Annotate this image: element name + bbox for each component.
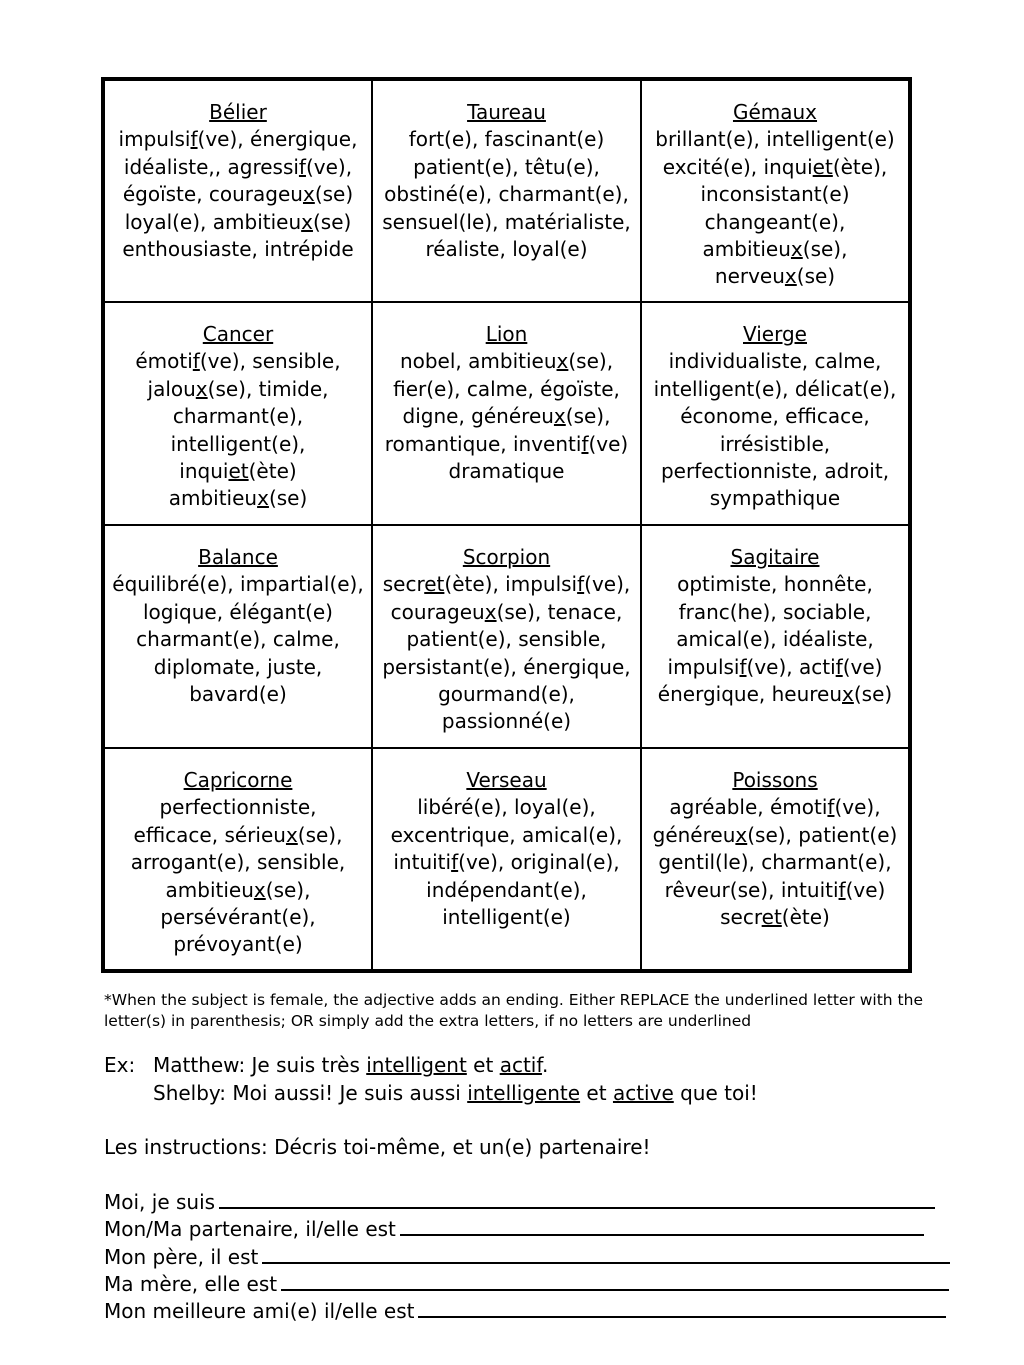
underlined-ending: x (302, 182, 315, 207)
sign-cell-sagitaire (641, 525, 910, 748)
underlined-ending: f (192, 349, 200, 374)
adjective-line (105, 181, 371, 208)
sign-cell-belier (103, 79, 372, 302)
zodiac-table-body (103, 79, 910, 971)
adjective-line (642, 154, 908, 181)
text-segment: (ve), (834, 795, 881, 820)
adjective-line (105, 458, 371, 485)
underlined-ending: x (285, 822, 298, 847)
adjective-line (642, 431, 908, 458)
text-segment: (se) (312, 209, 352, 234)
text-segment: arrogant(e), sensible, (130, 850, 346, 875)
adjective-line (373, 849, 640, 876)
text-segment: (se), patient(e) (747, 822, 898, 847)
adjective-line (642, 681, 908, 708)
text-segment: ambitieu (165, 877, 254, 902)
adjective-line (105, 599, 371, 626)
adjective-line (373, 126, 640, 153)
example-line-text (153, 1053, 548, 1077)
sign-name: Lion (485, 322, 528, 346)
adjective-line (373, 209, 640, 236)
adjective-line (105, 877, 371, 904)
text-segment: loyal(e), ambitieu (124, 209, 302, 234)
underlined-ending: x (790, 237, 803, 262)
text-segment: économe, efficace, (680, 404, 870, 429)
text-segment: excité(e), inqui (662, 154, 813, 179)
underlined-ending: x (257, 486, 269, 511)
text-segment: Matthew: Je suis très (153, 1053, 367, 1077)
adjective-line (642, 458, 908, 485)
text-segment: indépendant(e), (426, 877, 587, 902)
text-segment: obstiné(e), charmant(e), (384, 182, 629, 207)
text-segment: (se), (568, 349, 614, 374)
text-segment: nerveu (714, 264, 785, 289)
underlined-ending: x (484, 599, 497, 624)
fill-in-prompts (104, 1189, 974, 1325)
text-segment: (se) (796, 264, 836, 289)
adjective-line (105, 209, 371, 236)
adjective-line (373, 599, 640, 626)
text-segment: gourmand(e), (438, 682, 575, 707)
sign-name: Balance (198, 545, 278, 569)
text-segment: excentrique, amical(e), (390, 822, 623, 847)
prompt-row (104, 1271, 974, 1298)
adjective-line (642, 571, 908, 598)
text-segment: impulsi (667, 654, 740, 679)
adjective-line (642, 209, 908, 236)
prompt-row (104, 1189, 974, 1216)
text-segment: logique, élégant(e) (143, 599, 333, 624)
text-segment: persévérant(e), (160, 905, 316, 930)
text-segment: (ète) (781, 905, 830, 930)
text-segment: idéaliste,, agressi (123, 154, 299, 179)
adjective-line (642, 822, 908, 849)
adjective-line (373, 181, 640, 208)
example-line-2 (104, 1080, 758, 1108)
text-segment: bavard(e) (189, 682, 287, 707)
text-segment: charmant(e), (172, 404, 304, 429)
sign-name: Taureau (467, 100, 546, 124)
adjective-line (373, 626, 640, 653)
prompt-label: Ma mère, elle est (104, 1271, 278, 1296)
adjective-line (105, 626, 371, 653)
adjective-line (373, 654, 640, 681)
underlined-ending: f (190, 127, 198, 152)
text-segment: égoïste, courageu (122, 182, 303, 207)
adjective-line (642, 877, 908, 904)
prompt-row (104, 1298, 974, 1325)
underlined-ending: x (735, 822, 748, 847)
adjective-line (373, 877, 640, 904)
text-segment: inqui (179, 459, 229, 484)
sign-cell-vierge (641, 302, 910, 525)
text-segment: amical(e), idéaliste, (676, 627, 874, 652)
underlined-ending: f (577, 572, 585, 597)
underlined-ending: f (581, 431, 589, 456)
adjective-line (642, 626, 908, 653)
adjective-line (642, 654, 908, 681)
text-segment: (ve) (842, 654, 883, 679)
sign-name: Verseau (466, 768, 547, 792)
underlined-ending: et (228, 459, 249, 484)
adjective-line (642, 181, 908, 208)
answer-blank-line[interactable] (219, 1189, 935, 1209)
text-segment: et (466, 1053, 500, 1077)
sign-cell-gemaux (641, 79, 910, 302)
text-segment: Shelby: Moi aussi! Je suis aussi (153, 1080, 468, 1105)
adjective-line (373, 794, 640, 821)
text-segment: fier(e), calme, égoïste, (393, 376, 620, 401)
text-segment: libéré(e), loyal(e), (417, 795, 596, 820)
underlined-ending: x (553, 404, 566, 429)
text-segment: (ve) (845, 877, 886, 902)
text-segment: (ve) (588, 431, 629, 456)
adjective-line (373, 403, 640, 430)
sign-name: Cancer (202, 322, 274, 346)
adjective-line (373, 904, 640, 931)
text-segment: intuiti (393, 850, 452, 875)
table-row (103, 748, 910, 971)
text-segment: (se) (268, 486, 308, 511)
table-row (103, 79, 910, 302)
adjective-line (373, 708, 640, 735)
underlined-ending: intelligent (366, 1053, 467, 1077)
underlined-ending: f (838, 877, 846, 902)
text-segment: jalou (147, 376, 196, 401)
answer-blank-line[interactable] (262, 1244, 950, 1264)
sign-name: Gémaux (732, 100, 818, 124)
adjective-line (105, 376, 371, 403)
text-segment: ambitieu (168, 486, 258, 511)
text-segment: (se), (565, 404, 611, 429)
table-row (103, 525, 910, 748)
adjective-line (105, 126, 371, 153)
text-segment: impulsi (118, 127, 191, 152)
adjective-line (642, 348, 908, 375)
adjective-line (373, 822, 640, 849)
sign-cell-poissons (641, 748, 910, 971)
sign-cell-lion (372, 302, 641, 525)
adjective-line (105, 403, 371, 430)
adjective-line (105, 154, 371, 181)
text-segment: (ète) (248, 459, 297, 484)
zodiac-table (101, 77, 912, 973)
text-segment: franc(he), sociable, (678, 599, 872, 624)
text-segment: individualiste, calme, (668, 349, 882, 374)
underlined-ending: et (761, 905, 782, 930)
adjective-line (642, 849, 908, 876)
answer-blank-line[interactable] (400, 1216, 924, 1236)
adjective-line (642, 794, 908, 821)
text-segment: que toi! (673, 1080, 758, 1105)
prompt-label: Moi, je suis (104, 1190, 216, 1214)
text-segment: secr (382, 572, 425, 597)
adjective-line (642, 904, 908, 931)
text-segment: (ète), impulsi (444, 572, 578, 597)
sign-cell-cancer (103, 302, 372, 525)
footnote: *When the subject is female, the adjective adds an ending. Either REPLACE the underlined letter with the letter(s) in parenthesis; OR simply add the extra letters, if no letters are underlined (104, 991, 923, 1030)
sign-name: Sagitaire (730, 545, 820, 569)
underlined-ending: intelligente (467, 1080, 581, 1105)
adjective-line (105, 348, 371, 375)
sign-cell-taureau (372, 79, 641, 302)
adjective-line (105, 571, 371, 598)
underlined-ending: et (424, 572, 445, 597)
text-segment: secr (720, 905, 762, 930)
adjective-line (642, 376, 908, 403)
text-segment: (se), tenace, (496, 599, 623, 624)
text-segment: intelligent(e), délicat(e), (653, 376, 897, 401)
text-segment: fort(e), fascinant(e) (408, 127, 605, 152)
text-segment: brillant(e), intelligent(e) (655, 127, 895, 152)
text-segment: irrésistible, (719, 431, 831, 456)
prompt-label: Mon père, il est (104, 1244, 259, 1269)
text-segment: énergique, heureu (657, 682, 843, 707)
text-segment: perfectionniste, adroit, (660, 459, 890, 484)
underlined-ending: et (812, 154, 833, 179)
text-segment: agréable, émoti (669, 795, 828, 820)
adjective-line (105, 681, 371, 708)
text-segment: nobel, ambitieu (399, 349, 557, 374)
text-segment: sensuel(le), matérialiste, (382, 209, 631, 234)
text-segment: digne, généreu (402, 404, 554, 429)
adjective-line (373, 236, 640, 263)
text-segment: persistant(e), énergique, (382, 654, 631, 679)
sign-name: Vierge (743, 322, 807, 346)
sign-name: Bélier (209, 100, 267, 124)
text-segment: patient(e), sensible, (406, 627, 607, 652)
text-segment: gentil(le), charmant(e), (658, 850, 892, 875)
text-segment: (se), (297, 822, 343, 847)
underlined-ending: active (612, 1080, 674, 1105)
text-segment: perfectionniste, (159, 795, 317, 820)
text-segment: diplomate, juste, (153, 654, 323, 679)
sign-name: Scorpion (462, 545, 551, 569)
underlined-ending: f (298, 154, 306, 179)
sign-cell-balance (103, 525, 372, 748)
prompt-row (104, 1244, 974, 1271)
text-segment: réaliste, loyal(e) (425, 237, 588, 262)
adjective-line (373, 681, 640, 708)
text-segment: . (541, 1053, 549, 1077)
underlined-ending: x (253, 877, 266, 902)
instructions: Les instructions: Décris toi-même, et un(e) partenaire! (104, 1135, 651, 1159)
text-segment: charmant(e), calme, (136, 627, 340, 652)
adjective-line (642, 263, 908, 290)
adjective-line (105, 236, 371, 263)
adjective-line (642, 485, 908, 512)
text-segment: (se) (314, 182, 354, 207)
prompt-row (104, 1216, 974, 1243)
table-row (103, 302, 910, 525)
underlined-ending: x (842, 682, 854, 707)
prompt-label: Mon meilleure ami(e) il/elle est (104, 1299, 415, 1324)
text-segment: prévoyant(e) (173, 932, 303, 957)
adjective-line (105, 485, 371, 512)
answer-blank-line[interactable] (418, 1298, 946, 1318)
adjective-line (373, 571, 640, 598)
text-segment: changeant(e), (704, 209, 846, 234)
sign-name: Capricorne (183, 768, 293, 792)
adjective-line (642, 236, 908, 263)
text-segment: généreu (652, 822, 736, 847)
adjective-line (105, 849, 371, 876)
text-segment: patient(e), têtu(e), (413, 154, 600, 179)
adjective-line (373, 376, 640, 403)
adjective-line (105, 904, 371, 931)
adjective-line (373, 431, 640, 458)
underlined-ending: x (556, 349, 569, 374)
text-segment: (ve), sensible, (199, 349, 341, 374)
text-segment: rêveur(se), intuiti (664, 877, 839, 902)
adjective-line (105, 794, 371, 821)
underlined-ending: x (301, 209, 313, 234)
underlined-ending: x (195, 376, 208, 401)
sign-name: Poissons (732, 768, 818, 792)
text-segment: (ve), (584, 572, 631, 597)
underlined-ending: f (835, 654, 843, 679)
adjective-line (105, 822, 371, 849)
text-segment: courageu (390, 599, 485, 624)
example-line-1 (104, 1052, 758, 1080)
text-segment: (ète), (832, 154, 888, 179)
underlined-ending: f (827, 795, 835, 820)
text-segment: sympathique (709, 486, 841, 511)
sign-cell-verseau (372, 748, 641, 971)
text-segment: (se), (802, 237, 848, 262)
adjective-line (105, 654, 371, 681)
text-segment: passionné(e) (441, 709, 572, 734)
adjective-line (642, 599, 908, 626)
text-segment: (se), timide, (207, 376, 329, 401)
sign-cell-capricorne (103, 748, 372, 971)
adjective-line (373, 348, 640, 375)
text-segment: intelligent(e), (170, 431, 306, 456)
text-segment: inconsistant(e) (700, 182, 850, 207)
adjective-line (373, 154, 640, 181)
text-segment: (ve), acti (746, 654, 836, 679)
text-segment: efficace, sérieu (133, 822, 286, 847)
example-line-text (153, 1081, 758, 1105)
text-segment: et (580, 1080, 613, 1105)
text-segment: dramatique (448, 459, 565, 484)
text-segment: émoti (135, 349, 193, 374)
text-segment: (se), (265, 877, 311, 902)
underlined-ending: f (739, 654, 747, 679)
prompt-label: Mon/Ma partenaire, il/elle est (104, 1217, 396, 1242)
text-segment: (se) (853, 682, 893, 707)
text-segment: intelligent(e) (442, 905, 571, 930)
text-segment: (ve), énergique, (197, 127, 358, 152)
text-segment: ambitieu (702, 237, 791, 262)
text-segment: romantique, inventi (384, 431, 582, 456)
adjective-line (105, 931, 371, 958)
underlined-ending: actif (499, 1053, 542, 1077)
answer-blank-line[interactable] (281, 1271, 949, 1291)
text-segment: équilibré(e), impartial(e), (112, 572, 364, 597)
text-segment: (ve), original(e), (458, 850, 620, 875)
sign-cell-scorpion (372, 525, 641, 748)
text-segment: optimiste, honnête, (677, 572, 873, 597)
text-segment: enthousiaste, intrépide (122, 237, 354, 262)
example-dialogue (104, 1052, 758, 1107)
adjective-line (373, 458, 640, 485)
underlined-ending: f (451, 850, 459, 875)
example-prefix: Ex: (104, 1053, 136, 1077)
adjective-line (105, 431, 371, 458)
underlined-ending: x (784, 264, 797, 289)
text-segment: (ve), (305, 154, 353, 179)
adjective-line (642, 126, 908, 153)
adjective-line (642, 403, 908, 430)
